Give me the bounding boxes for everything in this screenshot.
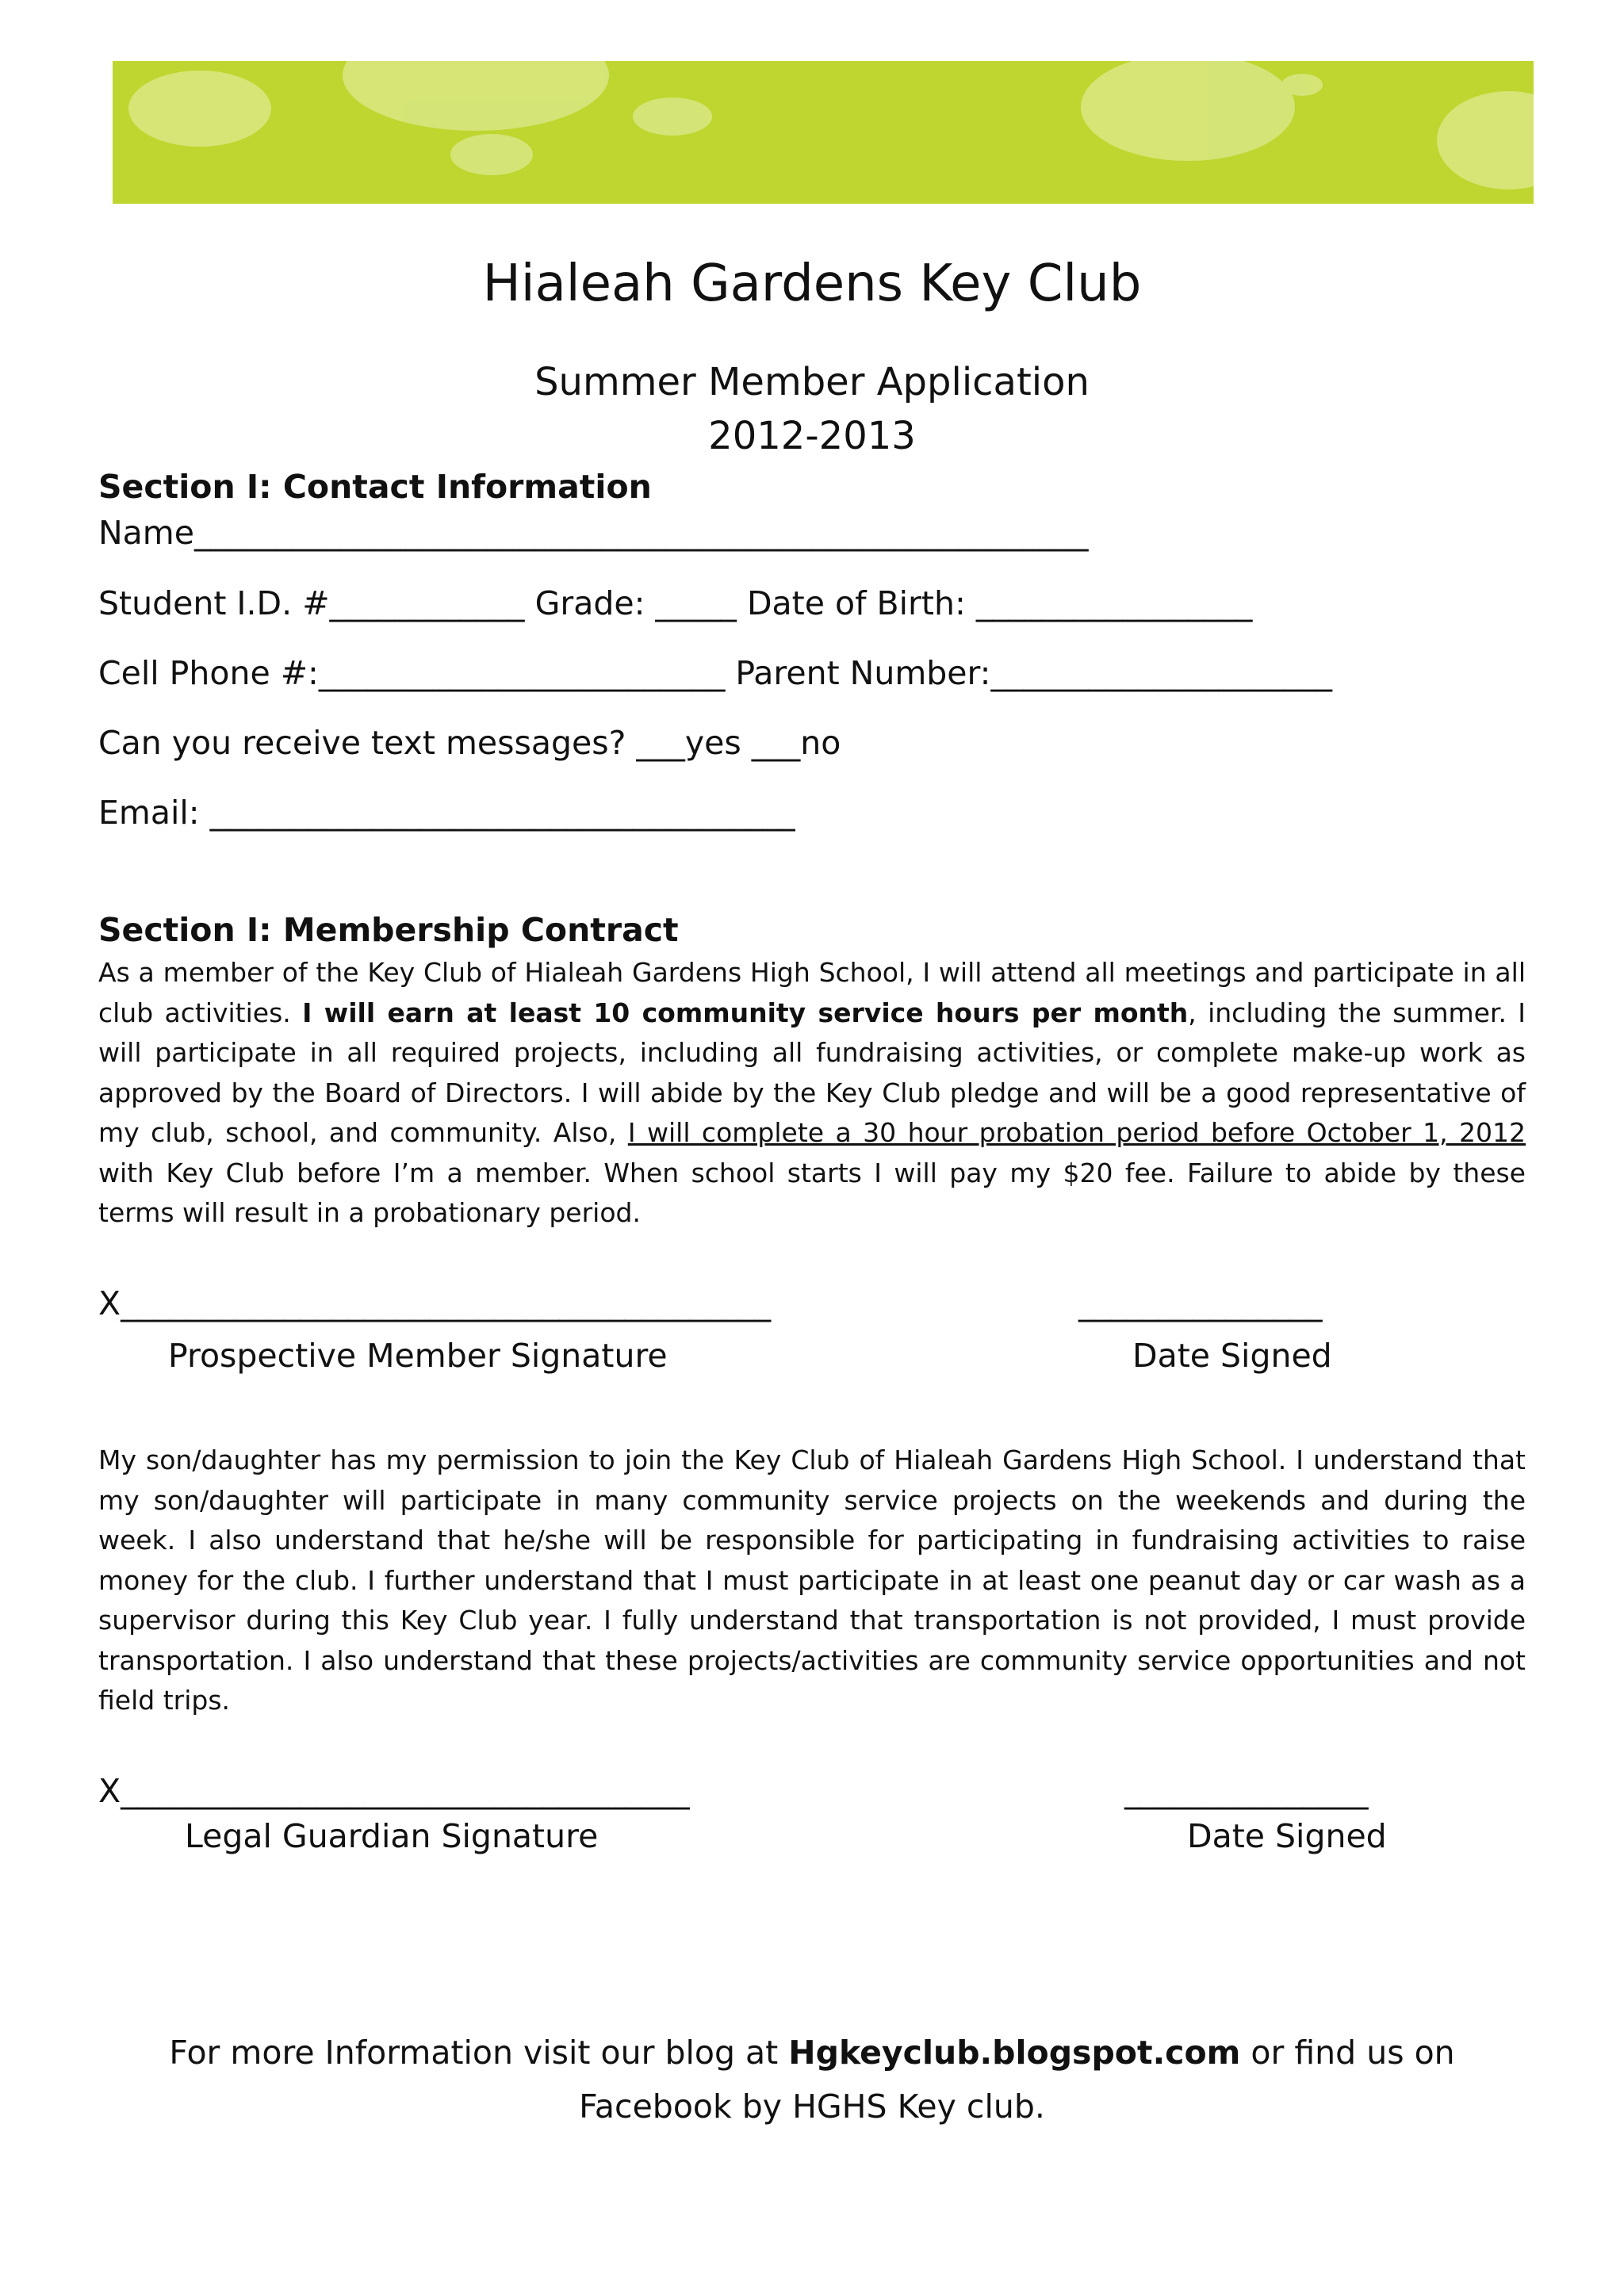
contract-text-1: As a member of the Key Club of Hialeah Gardens High School, I will attend all meetings and participate in all club activities. [98,957,1526,1028]
text-messages-field[interactable]: Can you receive text messages? ___yes ___no [98,724,841,762]
guardian-date-label: Date Signed [1187,1817,1387,1855]
banner-bubble [128,71,271,147]
contract-text-probation: I will complete a 30 hour probation period before October 1, 2012 [627,1117,1526,1148]
bubble-banner-graphic [113,61,1534,204]
guardian-signature-field[interactable]: X___________________________________ [98,1772,690,1810]
footer-text-1: For more Information visit our blog at [169,2034,789,2072]
banner-bubble [633,98,712,136]
member-signature-label: Prospective Member Signature [168,1337,668,1375]
email-field[interactable]: Email: ____________________________________ [98,794,795,832]
student-id-grade-dob-fields[interactable]: Student I.D. #____________ Grade: _____ Date of Birth: _________________ [98,584,1253,622]
phone-fields[interactable]: Cell Phone #:_________________________ Parent Number:_____________________ [98,654,1332,692]
guardian-signature-label: Legal Guardian Signature [185,1817,599,1855]
footer-info [98,2026,1526,2133]
membership-contract-paragraph [98,953,1526,1234]
header-banner [113,61,1534,204]
member-signature-field[interactable]: X________________________________________ [98,1284,772,1322]
contract-text-2: , including the summer. I will participate in all required projects, including all fundraising activities, or complete make-up work as approved by the Board of Directors. I will abide by the Key Club pledge and will be a good representative of my club, school, and community. Also, [98,997,1526,1148]
guardian-date-field[interactable]: _______________ [1124,1772,1369,1810]
contract-text-hours: I will earn at least 10 community service hours per month [302,997,1189,1028]
contract-text-3: with Key Club before I’m a member. When school starts I will pay my $20 fee. Failure to abide by these terms will result in a probationary period. [98,1157,1526,1228]
banner-bubble [450,134,533,175]
guardian-permission-paragraph: My son/daughter has my permission to join the Key Club of Hialeah Gardens High School. I understand that my son/daughter will participate in many community service projects on the weekends and during the week. I also understand that he/she will be responsible for participating in fundraising activities to raise money for the club. I further understand that I must participate in at least one peanut day or car wash as a supervisor during this Key Club year. I fully understand that transportation is not provided, I must provide transportation. I also understand that these projects/activities are community service opportunities and not field trips. [98,1445,1526,1716]
blog-link[interactable]: Hgkeyclub.blogspot.com [788,2034,1241,2072]
banner-bubble [1281,74,1323,96]
page-subtitle: Summer Member Application [534,360,1090,404]
footer-text-2: or find us on Facebook by HGHS Key club. [579,2034,1455,2126]
page-title: Hialeah Gardens Key Club [482,254,1142,313]
section-contact-heading: Section I: Contact Information [98,468,652,506]
member-date-label: Date Signed [1132,1337,1332,1375]
banner-bubble [1229,131,1264,150]
application-year: 2012-2013 [708,414,916,458]
section-contract-heading: Section I: Membership Contract [98,911,679,949]
name-field[interactable]: Name_______________________________________________________ [98,514,1089,552]
member-date-field[interactable]: _______________ [1078,1284,1323,1322]
